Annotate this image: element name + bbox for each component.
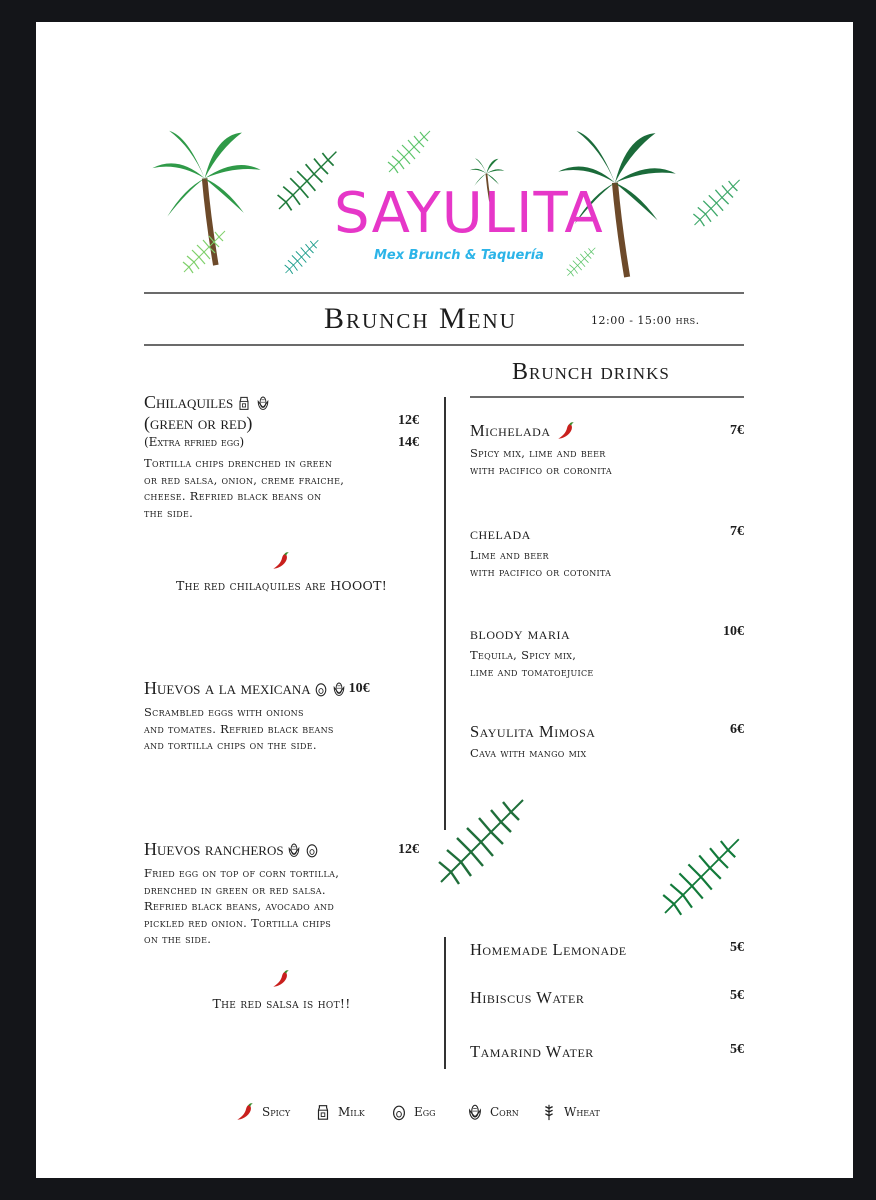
banana-leaf-icon [354, 127, 464, 177]
price: 6€ [730, 722, 744, 737]
milk-icon [314, 1102, 332, 1122]
opening-hours: 12:00 - 15:00 hrs. [591, 314, 700, 327]
palm-frond-icon [386, 792, 576, 892]
egg-icon [304, 841, 320, 859]
dish-description: Scrambled eggs with onions and tomates. Refried black beans and tortilla chips on the side. [144, 705, 334, 752]
dish-name: Huevos rancheros [144, 839, 284, 859]
extra-price: 14€ [398, 435, 419, 450]
logo: SAYULITA [334, 181, 604, 246]
legend-item-egg [390, 1102, 436, 1122]
legend-label: Egg [414, 1105, 436, 1119]
legend-label: Wheat [564, 1105, 600, 1119]
drink-description: Lime and beer with pacifico or cotonita [470, 548, 612, 579]
price: 5€ [730, 1042, 744, 1057]
price: 12€ [398, 413, 419, 428]
drinks-heading: Brunch drinks [512, 359, 670, 385]
drink-name: Sayulita Mimosa [470, 722, 596, 741]
drink-item [470, 624, 744, 681]
divider [144, 292, 744, 294]
dish-note: The red chilaquiles are HOOOT! [175, 578, 388, 593]
legend-label: Corn [490, 1105, 519, 1119]
menu-item [144, 392, 444, 521]
price: 7€ [730, 524, 744, 539]
chili-icon [234, 1101, 256, 1123]
drink-description: Cava with mango mix [470, 746, 587, 760]
egg-icon [313, 680, 329, 698]
price: 10€ [348, 680, 370, 696]
legend-item-corn [466, 1102, 519, 1122]
legend-label: Milk [338, 1105, 365, 1119]
corn-icon [286, 841, 302, 859]
chili-icon [555, 420, 577, 442]
menu-item [144, 678, 444, 754]
drink-description: Spicy mix, lime and beer with pacifico or coronita [470, 446, 612, 477]
drink-name: Homemade Lemonade [470, 940, 627, 959]
wheat-icon [540, 1102, 558, 1122]
price: 5€ [730, 988, 744, 1003]
price: 12€ [398, 841, 419, 857]
dish-description: Tortilla chips drenched in green or red salsa, onion, creme fraiche, cheese. Refried black beans on the side. [144, 456, 345, 520]
drink-name: chelada [470, 524, 531, 543]
drink-item [470, 988, 744, 1008]
dish-description: Fried egg on top of corn tortilla, drenched in green or red salsa. Refried black beans, avocado and pickled red onion. Tortilla chips on the side. [144, 866, 340, 946]
corn-icon [255, 394, 271, 412]
drink-item [470, 1042, 744, 1062]
corn-icon [331, 680, 347, 698]
milk-icon [236, 394, 252, 412]
drink-item [470, 722, 744, 762]
dish-name: Huevos a la mexicana [144, 678, 311, 698]
chili-icon [270, 968, 292, 990]
palm-leaf-icon [272, 131, 342, 231]
drink-name: Hibiscus Water [470, 988, 585, 1007]
menu-page [36, 22, 853, 1178]
divider [470, 396, 744, 398]
legend-item-milk [314, 1102, 365, 1122]
drink-item [470, 940, 744, 960]
column-divider [444, 397, 446, 830]
column-divider [444, 937, 446, 1069]
price: 10€ [723, 624, 744, 639]
drink-item [470, 524, 744, 581]
drink-name: Michelada [470, 421, 551, 440]
drink-name: Tamarind Water [470, 1042, 594, 1061]
egg-icon [390, 1102, 408, 1122]
drink-name: bloody maria [470, 624, 571, 643]
dish-subtitle: (green or red) [144, 413, 253, 433]
price: 5€ [730, 940, 744, 955]
palm-frond-icon [656, 817, 746, 937]
legend-item-spicy [234, 1102, 290, 1122]
drink-description: Tequila, Spicy mix, lime and tomatoejuice [470, 648, 594, 679]
extra-option: (Extra rfried egg) [144, 435, 245, 449]
divider [144, 344, 744, 346]
page-title: Brunch Menu [324, 302, 517, 335]
palm-leaf-icon [689, 127, 744, 279]
legend-label: Spicy [262, 1105, 291, 1119]
chili-icon [270, 550, 292, 572]
drink-item [470, 420, 744, 479]
dish-name: Chilaquiles [144, 392, 234, 412]
price: 7€ [730, 423, 744, 438]
corn-icon [466, 1102, 484, 1122]
fern-leaf-icon [174, 227, 234, 277]
legend-item-wheat [540, 1102, 600, 1122]
tagline: Mex Brunch & Taquería [374, 248, 544, 263]
dish-note: The red salsa is hot!! [212, 996, 351, 1011]
